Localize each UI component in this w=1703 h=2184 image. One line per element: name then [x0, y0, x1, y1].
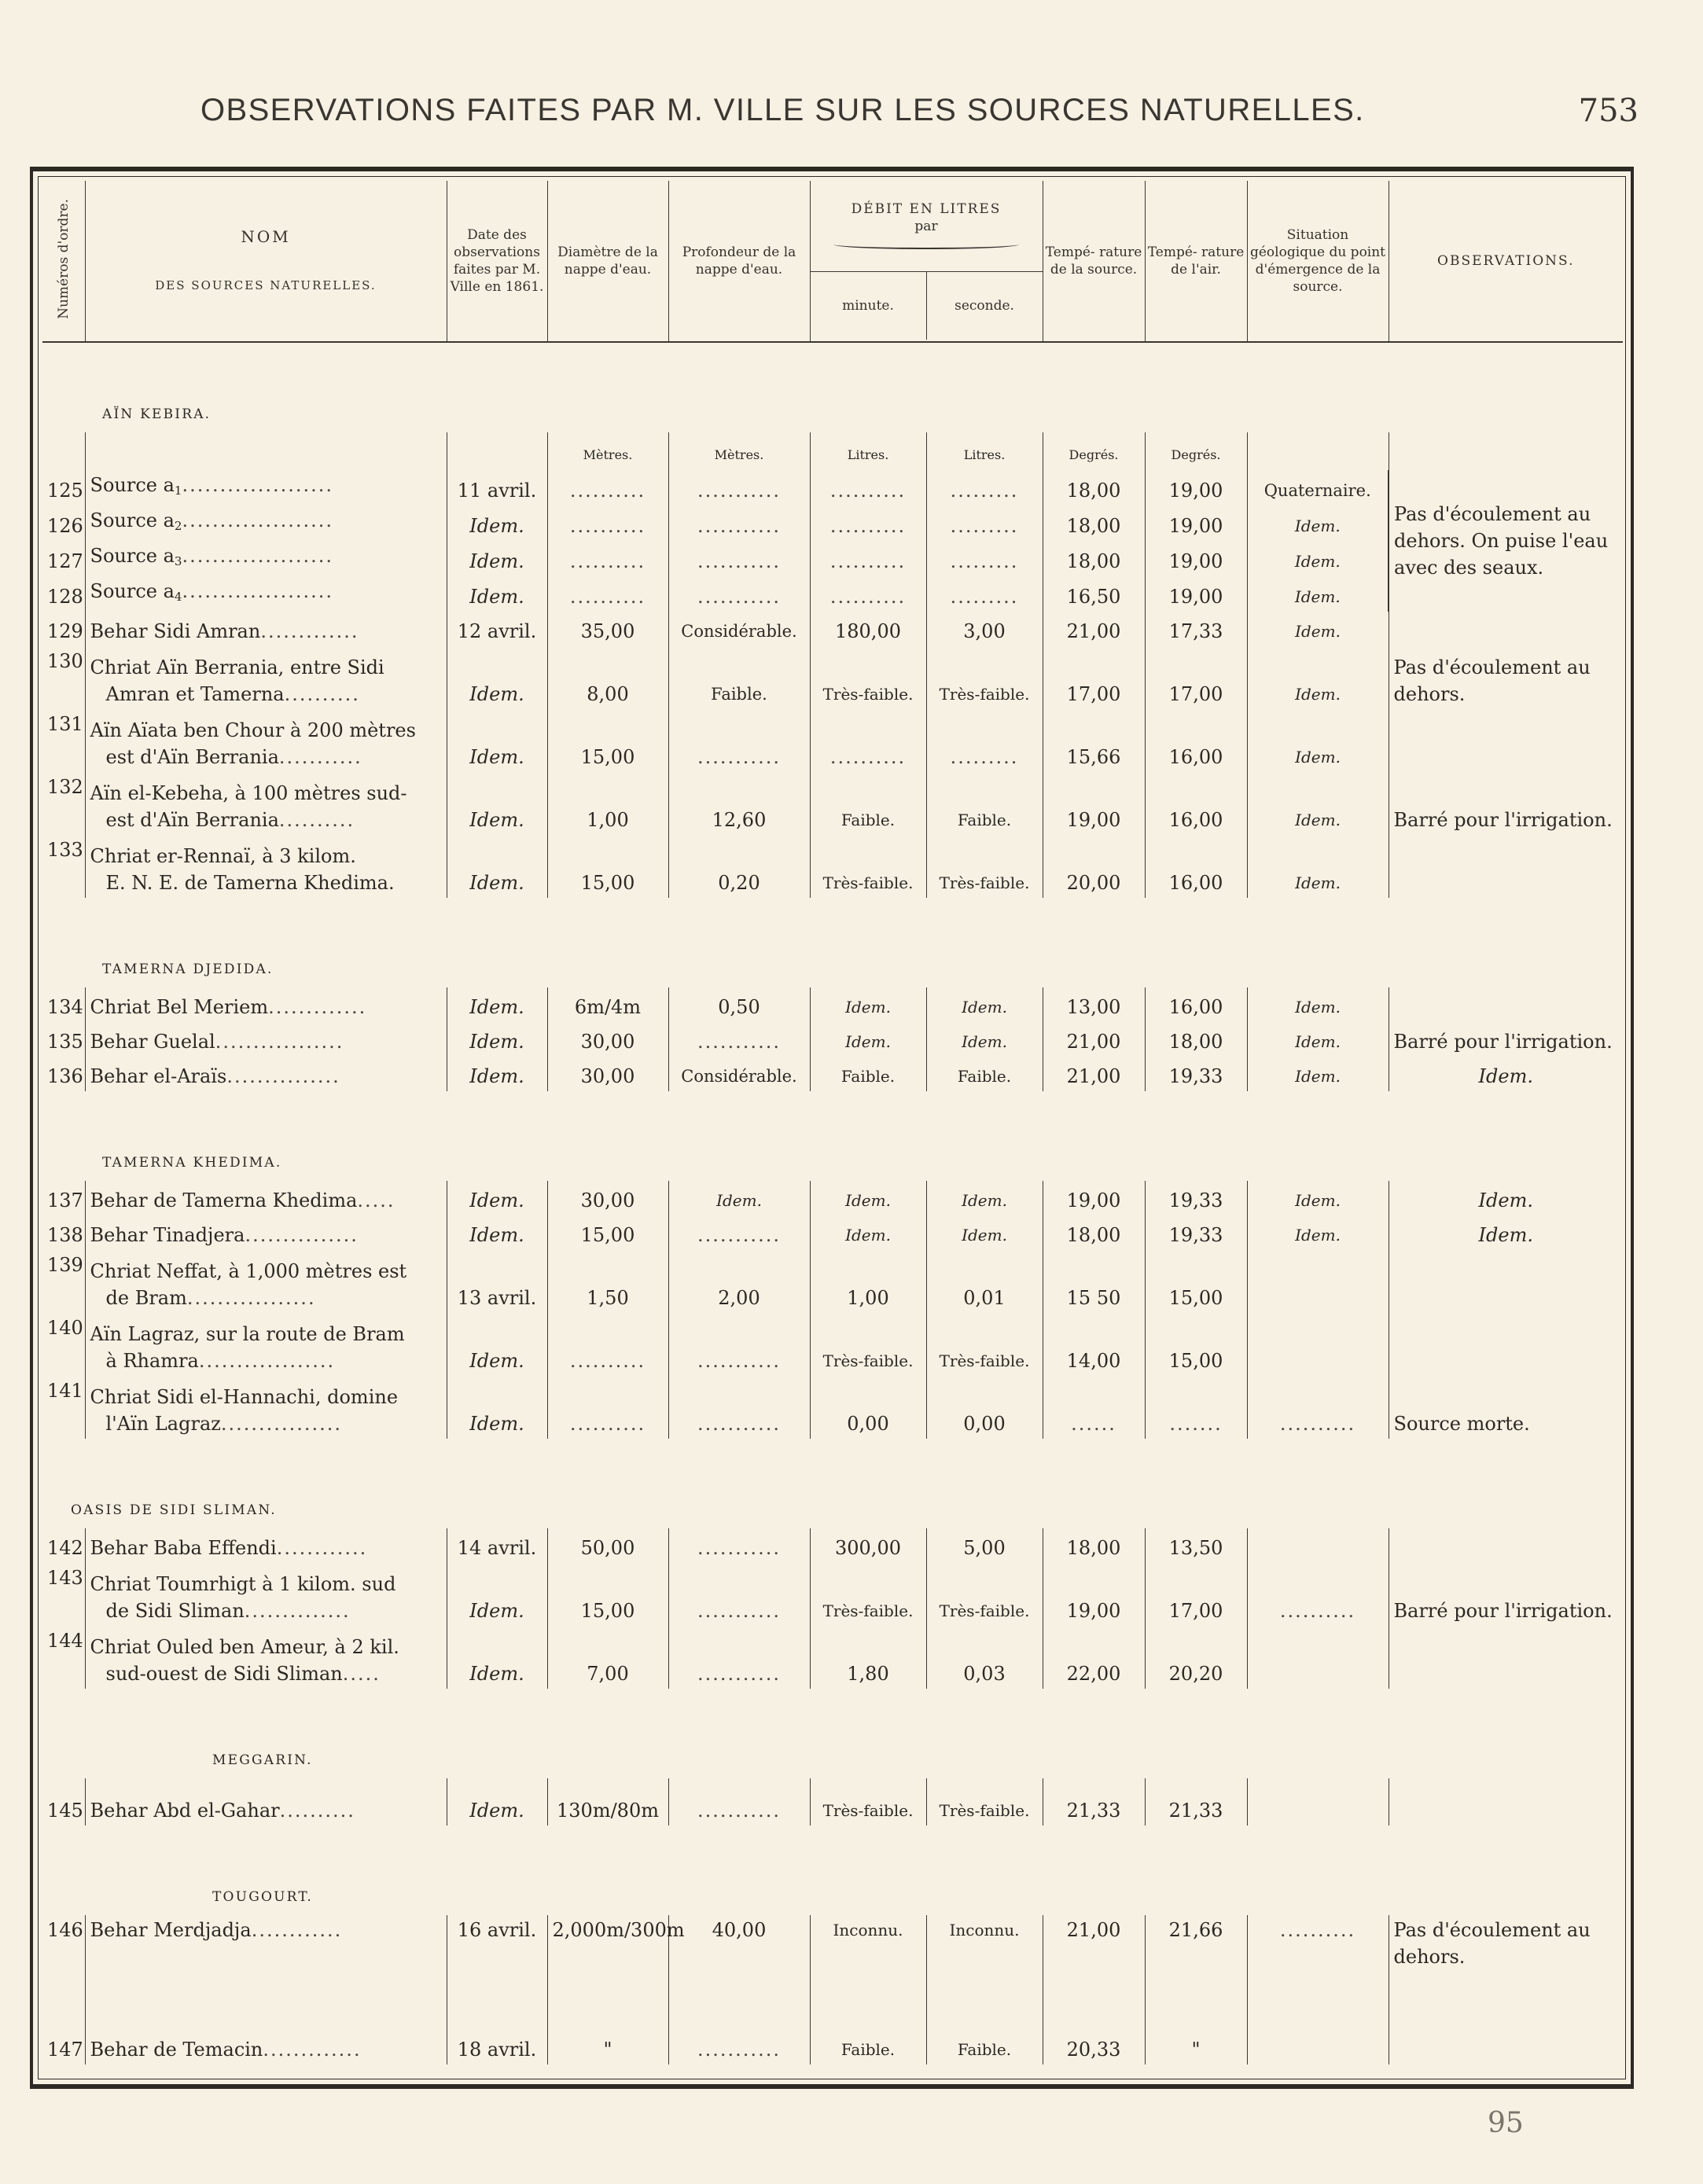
table-row: 145 Behar Abd el-Gahar.......... Idem. 130m/80m ........... Très-faible. Très-faible. 21,33 21,33	[42, 1778, 1623, 1826]
section-row	[42, 1091, 1623, 1181]
section-row	[42, 342, 1623, 432]
section-tamerna-djedida: TAMERNA DJEDIDA.	[102, 961, 274, 977]
col-header-profondeur: Profondeur de la nappe d'eau.	[668, 181, 810, 342]
signature-mark: 95	[1488, 2107, 1524, 2139]
table-row: 133 Chriat er-Rennaï, à 3 kilom. E. N. E. de Tamerna Khedima. Idem. 15,00 0,20 Très-faible. Très-faible. 20,00 16,00 Idem.	[42, 835, 1623, 898]
section-row	[42, 1826, 1623, 1915]
col-header-temp-air: Tempé- rature de l'air.	[1145, 181, 1247, 342]
section-tamerna-khedima: TAMERNA KHEDIMA.	[102, 1155, 282, 1171]
table-row: 126 Source $a_2$.................... Idem. .......... ........... .......... ......... 18,00 19,00 Idem.	[42, 506, 1623, 541]
col-header-temp-source: Tempé- rature de la source.	[1043, 181, 1145, 342]
col-header-nom: NOM DES SOURCES NATURELLES.	[85, 181, 447, 342]
table-frame	[30, 167, 1634, 2089]
table-row: 140 Aïn Lagraz, sur la route de Bram à Rhamra.................. Idem. .......... ........... Très-faible. Très-faible. 14,00 15,00	[42, 1313, 1623, 1376]
table-row: 134 Chriat Bel Meriem............. Idem. 6m/4m 0,50 Idem. Idem. 13,00 16,00 Idem.	[42, 987, 1623, 1022]
table-row: 143 Chriat Toumrhigt à 1 kilom. sud de Sidi Sliman.............. Idem. 15,00 ........... Très-faible. Très-faible. 19,00 17,00 .......... Barré pour l'irrigation.	[42, 1563, 1623, 1626]
table-row: 137 Behar de Tamerna Khedima..... Idem. 30,00 Idem. Idem. Idem. 19,00 19,33 Idem. Idem.	[42, 1181, 1623, 1215]
col-header-debit: DÉBIT EN LITRES par minute. seconde.	[810, 181, 1043, 342]
col-header-minute: minute.	[811, 272, 927, 340]
table-row: 136 Behar el-Araïs............... Idem. 30,00 Considérable. Faible. Faible. 21,00 19,33 Idem. Idem.	[42, 1057, 1623, 1091]
table-row: 138 Behar Tinadjera............... Idem. 15,00 ........... Idem. Idem. 18,00 19,33 Idem. Idem.	[42, 1215, 1623, 1250]
col-header-seconde: seconde.	[954, 298, 1014, 314]
section-tougourt: TOUGOURT.	[212, 1889, 313, 1905]
table-row: 130 Chriat Aïn Berrania, entre Sidi Amran et Tamerna.......... Idem. 8,00 Faible. Très-faible. Très-faible. 17,00 17,00 Idem. Pas d'écoulement au dehors.	[42, 646, 1623, 709]
section-row	[42, 1689, 1623, 1778]
section-row	[42, 898, 1623, 987]
sources-table	[42, 181, 1623, 2065]
units-row: Mètres. Mètres. Litres. Litres. Degrés. Degrés.	[42, 432, 1623, 470]
table-row: 125 Source $a_1$.................... 11 avril. .......... ........... .......... ......... 18,00 19,00 Quaternaire. Pas d'écoulement au dehors. On puise l'eau avec des seaux.	[42, 470, 1623, 506]
running-title: OBSERVATIONS FAITES PAR M. VILLE SUR LES SOURCES NATURELLES.	[200, 93, 1365, 127]
section-meggarin: MEGGARIN.	[212, 1752, 313, 1768]
table-row: 142 Behar Baba Effendi............ 14 avril. 50,00 ........... 300,00 5,00 18,00 13,50	[42, 1528, 1623, 1563]
table-row: 146 Behar Merdjadja............ 16 avril. 2,000m/300m 40,00 Inconnu. Inconnu. 21,00 21,66 .......... Pas d'écoulement au dehors.	[42, 1915, 1623, 1978]
col-header-date: Date des observations faites par M. Ville en 1861.	[447, 181, 547, 342]
col-header-diametre: Diamètre de la nappe d'eau.	[547, 181, 668, 342]
table-row: 127 Source $a_3$.................... Idem. .......... ........... .......... ......... 18,00 19,00 Idem.	[42, 541, 1623, 576]
section-row	[42, 1439, 1623, 1528]
section-ain-kebira: AÏN KEBIRA.	[102, 406, 211, 422]
table-row: 141 Chriat Sidi el-Hannachi, domine l'Aïn Lagraz................ Idem. .......... ........... 0,00 0,00 ...... ....... .......... Source morte.	[42, 1376, 1623, 1439]
page-number: 753	[1578, 93, 1639, 129]
section-oasis-sidi-sliman: OASIS DE SIDI SLIMAN.	[71, 1502, 277, 1518]
col-header-numero: Numéros d'ordre.	[42, 181, 85, 342]
table-row: 144 Chriat Ouled ben Ameur, à 2 kil. sud-ouest de Sidi Sliman..... Idem. 7,00 ........... 1,80 0,03 22,00 20,20	[42, 1626, 1623, 1689]
table-row: 147 Behar de Temacin............. 18 avril. " ........... Faible. Faible. 20,33 "	[42, 1978, 1623, 2065]
col-header-observations: OBSERVATIONS.	[1389, 181, 1623, 342]
table-row: 129 Behar Sidi Amran............. 12 avril. 35,00 Considérable. 180,00 3,00 21,00 17,33 Idem.	[42, 612, 1623, 646]
table-row: 131 Aïn Aïata ben Chour à 200 mètres est d'Aïn Berrania........... Idem. 15,00 ........... .......... ......... 15,66 16,00 Idem.	[42, 709, 1623, 772]
table-row: 132 Aïn el-Kebeha, à 100 mètres sud- est d'Aïn Berrania.......... Idem. 1,00 12,60 Faible. Faible. 19,00 16,00 Idem. Barré pour l'irrigation.	[42, 772, 1623, 835]
table-row: 128 Source $a_4$.................... Idem. .......... ........... .......... ......... 16,50 19,00 Idem.	[42, 576, 1623, 612]
table-row: 135 Behar Guelal................. Idem. 30,00 ........... Idem. Idem. 21,00 18,00 Idem. Barré pour l'irrigation.	[42, 1022, 1623, 1057]
table-row: 139 Chriat Neffat, à 1,000 mètres est de Bram................. 13 avril. 1,50 2,00 1,00 0,01 15 50 15,00	[42, 1250, 1623, 1313]
col-header-situation: Situation géologique du point d'émergence de la source.	[1247, 181, 1389, 342]
page-header	[0, 93, 1703, 140]
